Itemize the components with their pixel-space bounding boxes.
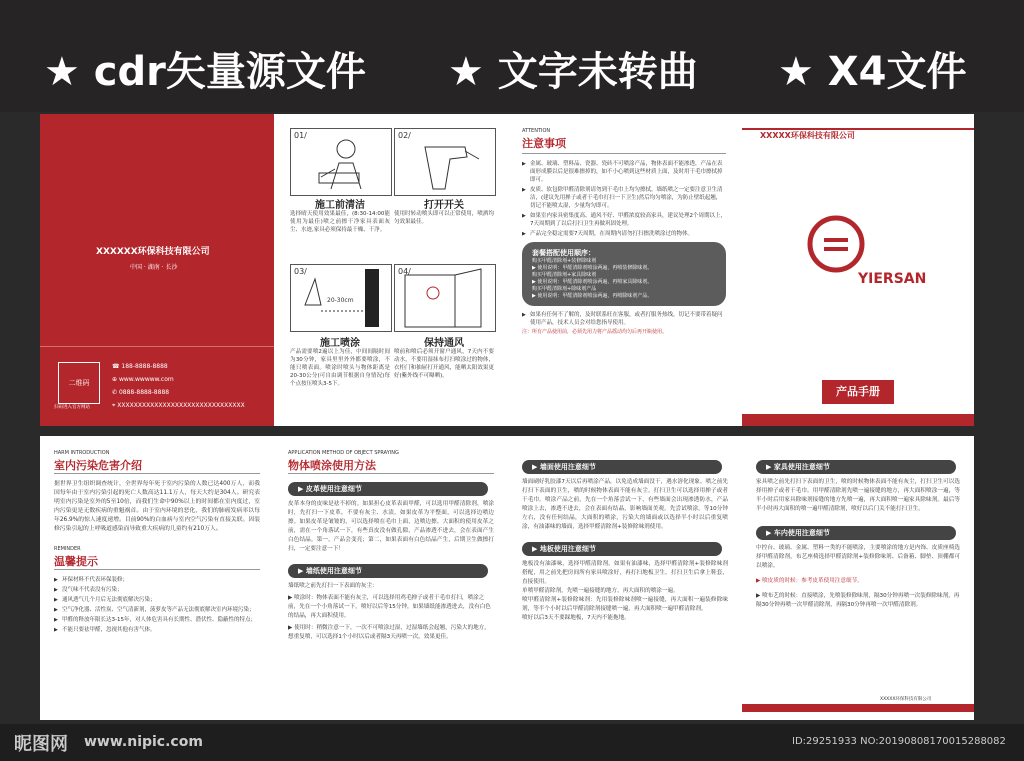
harm-en: HARM INTRODUCTION (54, 450, 110, 456)
wall-lead: 墙纸喷之前先打扫一下表面的灰尘： (288, 583, 378, 589)
banner-item: ★ cdr矢量源文件 (44, 49, 366, 95)
contact-address: ⌖ XXXXXXXXXXXXXXXXXXXXXXXXXXXXXXX (112, 402, 245, 409)
steps-panel (274, 114, 508, 426)
bottom-rule (742, 414, 974, 426)
attention-after (522, 311, 726, 327)
logo-icon (806, 214, 866, 274)
combo-line: 购买甲醛清除剂+装修除味剂 (532, 258, 597, 264)
furniture-body: 家具喷之前先打扫下表面的卫生，喷的时候物体表面不能有灰尘，打扫卫生可以选择用掸子或者干毛巾。用甲醛清除剂先喷一遍接缝的地方，再大面积喷涂一遍，等半小时后用家具除味剂接缝的地方先喷一遍，再大面积喷一遍家具除味剂。最后等半小时再大面积的喷一遍甲醛清除剂，喷好以后门关不能打扫卫生。 (756, 479, 960, 512)
wall-surface-body: 墙面刷好乳胶漆7天以后再喷涂产品，以免造成墙面没干，遇水溶化现象。喷之前先打扫下表面的卫生，喷的时候物体表面不能有灰尘。打扫卫生可以选择用掸子或者干毛巾。喷涂产品之前，先在一个角落尝试一下，有些墙面会出现渗透防水，产品喷涂上去，渗透不进去，会在表面有结晶，影响墙面美观。先尝试喷涂，等10分钟左右，没有任何结晶，大面积的喷涂，污染大的墙面或以选择半小时以后重复喷涂，有油漆味的墙面，选择甲醛清除剂+装修除味剂使用。 (522, 479, 728, 530)
method-panel (274, 436, 508, 720)
globe-icon: ⊕ (112, 376, 119, 383)
list-item: ▶ 如果有任何不了解的，及时联系旺在客服，或者打服务热线，切记不要带着疑问使用产品，技术人员会对给您指导使用。 (522, 311, 726, 327)
list-item: ▶ 金属、玻璃、塑料品、瓷器、瓷砖不可喷涂产品，物体表面不能渗透，产品在表面形成膜以后是很难擦掉的，如不小心喷到这些材质上面，及时用干毛巾擦拭掉即可。 (522, 160, 726, 184)
brochure-outside (40, 114, 974, 426)
car-fabric: ▶ 喷布艺的时候：直接喷涂，先喷装修除味剂，隔30分钟再喷一次装修除味剂，再隔30分钟再喷一次甲醛清除剂，再隔30分钟再喷一次甲醛清除剂。 (756, 593, 960, 608)
step-2-illustration (394, 128, 496, 196)
reminder-title: 温馨提示 (54, 553, 260, 570)
step-desc: 产品需要喷2遍以上为佳，中间间隔时间为30分钟，家具里里外外都要喷涂，不能只喷表面。喷涂时喷头与物体距离是20-30公分(可自由调节根据自身情况)每个点按压喷头3-5下。 (290, 349, 390, 387)
brochure-inside (40, 436, 974, 720)
step-1-illustration (290, 128, 392, 196)
logo-text: YIERSAN (858, 271, 927, 287)
car-heading: ▶ 车内使用注意细节 (756, 526, 956, 540)
method-en: APPLICATION METHOD OF OBJECT SPRAYING (288, 450, 399, 456)
combo-line: 购买甲醛清除剂+家具除味剂 (532, 272, 597, 278)
wall-item: ▶ 使用时：稍微注意一下，一次不可喷涂过湿，过湿墙纸会起翘，污染大的地方，想重复喷，可以选择1个小时以后或者隔3天再喷一次，效果更佳。 (288, 625, 490, 640)
step-desc: 喷前和喷后必须开窗户通风，7天内不要动水，不要用湿抹布打扫喷涂过的物体，衣柜门和抽屉打开通风，能晒太阳效果更好(紫外线不可曝晒)。 (394, 349, 494, 379)
list-item: ▶ 环保材料不代表环保装修； (54, 576, 260, 584)
contact-web: ⊕ www.wwwww.com (112, 376, 174, 383)
step-number: 01/ (294, 131, 307, 140)
company-name: XXXXXX环保科技有限公司 (96, 247, 210, 257)
step-number: 03/ (294, 267, 307, 276)
method-title: 物体喷涂使用方法 (288, 457, 494, 474)
harm-title: 室内污染危害介绍 (54, 457, 260, 474)
wall-surface-heading: ▶ 墙面使用注意细节 (522, 460, 722, 474)
footer-company: XXXXX环保科技有限公司 (880, 697, 932, 702)
list-item: ▶ 没气味不代表没有污染； (54, 586, 260, 594)
floor-heading: ▶ 地板使用注意细节 (522, 542, 722, 556)
combo-line: ▶ 使用说明：甲醛清除剂喷涂两遍，再喷装修除味剂。 (532, 265, 653, 271)
wall-heading: ▶ 墙纸使用注意细节 (288, 564, 488, 578)
step-3-illustration (290, 264, 392, 332)
site-logo: 昵图网 (14, 734, 68, 755)
attention-note: 注：所有产品使用前，必须先用力将产品摇动均匀后再开瓶使用。 (522, 329, 668, 335)
top-banner (0, 0, 1024, 112)
attention-en: ATTENTION (522, 128, 551, 134)
car-body: 中控台、玻璃、金属、塑料一类的不能喷涂，主要喷涂的地方是内饰、皮质座椅选择甲醛清除剂，布艺座椅选择甲醛清除剂+装修除味剂、后备箱、脚垫、顶棚都可以喷涂。 (756, 545, 960, 569)
wall-item: ▶ 喷涂时：物体表面不能有灰尘，可以选择用鸡毛掸子或者干毛巾打扫，喷涂之前，先在一个小角落试一下，喷好以后等15分钟，如果墙纸能渗透进去，没有白色的结晶，再大面积使用。 (288, 595, 491, 619)
contact-tel: ✆ 0888-8888-8888 (112, 389, 170, 396)
car-remark: ▶ 喷皮质的时候：参考皮革使用注意细节。 (756, 578, 863, 584)
combo-title: 套餐搭配使用顺序： (532, 249, 595, 257)
list-item: ▶ 如果室内家具密集度高、通风不好、甲醛浓度较高家具，建议处理2个周期以上，7天周期到了以后打扫卫生再做巩固处理。 (522, 212, 726, 228)
step-number: 02/ (398, 131, 411, 140)
step-title: 施工喷涂 (320, 338, 360, 349)
combo-line: ▶ 使用说明：甲醛清除剂喷涂两遍，再喷除味剂产品。 (532, 293, 653, 299)
phone-icon: ☎ (112, 363, 122, 370)
furniture-heading: ▶ 家具使用注意细节 (756, 460, 956, 474)
harm-body: 据世界卫生组织调查统计，全世界每年死于室内污染的人数已达400万人，而我国每年由于室内污染引起的死亡人数高达11.1万人，每天大约是304人。研究表明室内污染是室外的5至10倍，而我们生命中90%以上的时间都在室内度过，室内污染更是无数疾病的重魁祸首。由于室内环境的恶化，我们的肺癌发病率以每年26.9%的惊人速度递增。目前90%的白血病与室内空气污染有直接关联。因装修污染引起的上呼吸道感染而导致重大疾病的儿童约有210万人。 (54, 481, 260, 532)
product-manual-badge: 产品手册 (822, 380, 894, 404)
combo-line: 购买甲醛清除剂+除味剂产品 (532, 286, 597, 292)
attention-list (522, 160, 726, 238)
reminder-list (54, 576, 260, 634)
company-location: 中国 · 湖南 · 长沙 (130, 264, 178, 271)
list-item: ▶ 皮质、软包除甲醛清除剂请勿到干毛巾上均匀擦拭。墙纸喷之一定要注意卫生清洁，(建议先用掸子或者干毛巾打扫一下卫生)然后均匀喷涂，为防止壁纸起翘，切记不能喷太湿，少量均匀即可。 (522, 186, 726, 210)
combo-box (522, 242, 726, 306)
reminder-en: REMINDER (54, 546, 81, 552)
cover-company: XXXXX环保科技有限公司 (760, 131, 855, 140)
surface-panel (508, 436, 742, 720)
list-item: ▶ 产品完全稳定需要7天周期，在周期内请勿打扫擦洗喷涂过的物体。 (522, 230, 726, 238)
harm-panel (40, 436, 274, 720)
combo-line: ▶ 使用说明：甲醛清除剂喷涂两遍，再喷家具除味剂。 (532, 279, 653, 285)
banner-item: ★ X4文件 (778, 49, 967, 95)
list-item: ▶ 通风透气几个月后无法彻底解决污染； (54, 596, 260, 604)
furniture-panel (742, 436, 974, 720)
contact-list (112, 360, 245, 412)
watermark-bar (0, 724, 1024, 761)
step-number: 04/ (398, 267, 411, 276)
step-title: 施工前清洁 (315, 200, 365, 211)
attention-title: 注意事项 (522, 135, 726, 154)
location-icon: ⌖ (112, 402, 118, 409)
contact-phone: ☎ 188-8888-8888 (112, 363, 168, 370)
attention-panel (508, 114, 742, 426)
image-id: ID:29251933 NO:20190808170015288082 (792, 736, 1006, 747)
step-title: 保持通风 (424, 338, 464, 349)
step-desc: 选择晴天使用效果最佳，(8:30-14:00能使用为最佳)喷之前擦干净家具表面灰尘、水迹,家具必须保持最干燥、干净。 (290, 211, 390, 233)
bottom-rule (742, 704, 974, 712)
step-desc: 使用时转动喷头即可以正常使用，喷洒均匀效果最佳。 (394, 211, 494, 225)
list-item: ▶ 不能只要祛甲醛，忽视其他有害气体。 (54, 626, 260, 634)
leather-heading: ▶ 皮革使用注意细节 (288, 482, 488, 496)
distance-label: 20-30cm (327, 297, 354, 304)
floor-body: 地板没有油漆味，选择甲醛清除剂。如果有油漆味，选择甲醛清除剂+装修除味剂搭配，用之前先把房间所有家具喷涂好，再打扫地板卫生，打扫卫生后拿上鞋套，直接使用。 单喷甲醛清除剂，先喷一遍接缝的地方，再大面积的喷涂一遍。 喷甲醛清除剂+装修除味剂：先用装修除味剂喷一遍接缝，再大面积一遍装修除味剂，等半个小时以后甲醛清除剂接缝喷一遍，再大面积喷一遍甲醛清除剂。 喷好以后3天不要踩地板，7天内不能拖地。 (522, 561, 728, 621)
back-cover-panel (40, 114, 274, 426)
site-url: www.nipic.com (84, 734, 203, 750)
leather-body: 皮革本身的皮味是祛不掉的。如果担心皮革表面甲醛，可以选用甲醛清除剂，喷涂时，先打扫一下皮革，不要有灰尘、水渍。如果皮革为平整面，可以选择边喷边擦。如果皮革是皱皱的，可以选择喷在毛巾上面，边喷边擦。大面积的使用皮革之前，需在一个角落试一下，有些真皮没有做孔隙，产品渗透不进去，会在表面产生白色结晶。第一，产品会变亮；第二，如果表面有白色结晶产生，后期卫生做擦打扫，一定要注意一下！ (288, 501, 494, 552)
qr-code: 二维码 (58, 362, 100, 404)
divider (40, 346, 274, 347)
list-item: ▶ 空气净化器、活性炭、空气清新剂，菠萝皮等产品无法彻底解决室内环境污染； (54, 606, 260, 614)
banner-item: ★ 文字未转曲 (448, 49, 698, 95)
front-cover-panel (742, 114, 974, 426)
step-4-illustration (394, 264, 496, 332)
qr-caption: 扫码进入官方网站 (54, 405, 90, 410)
list-item: ▶ 甲醛的释放年限长达3-15年，对人体危害具有长期性、潜伏性、隐蔽性的特点； (54, 616, 260, 624)
step-title: 打开开关 (424, 200, 464, 211)
tel-icon: ✆ (112, 389, 119, 396)
